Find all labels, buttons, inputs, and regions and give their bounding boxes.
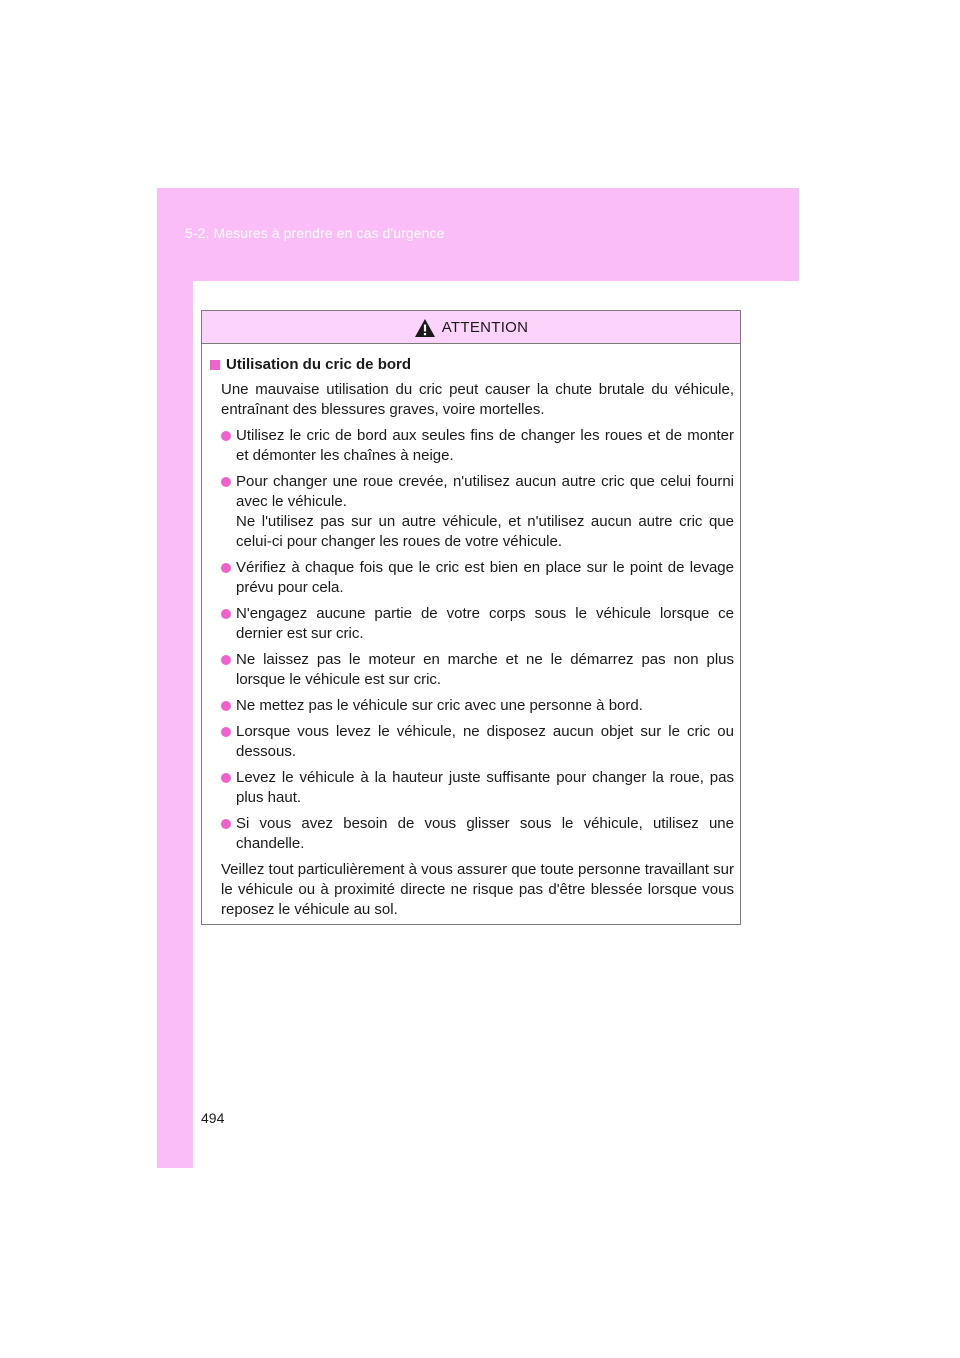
warning-outro: Veillez tout particulièrement à vous assurer que toute personne travaillant sur le véhicule ou à proximité directe ne risque pas d'être blessée lorsque vous reposez le véhicule au sol. bbox=[221, 861, 734, 918]
list-item bbox=[210, 814, 734, 854]
list-item-text: Vérifiez à chaque fois que le cric est bien en place sur le point de levage prévu pour cela. bbox=[236, 559, 734, 596]
list-item-text: Ne laissez pas le moteur en marche et ne le démarrez pas non plus lorsque le véhicule est sur cric. bbox=[236, 651, 734, 688]
list-item-text: N'engagez aucune partie de votre corps sous le véhicule lorsque ce dernier est sur cric. bbox=[236, 605, 734, 642]
list-item bbox=[210, 696, 734, 716]
warning-subtitle bbox=[210, 355, 734, 375]
warning-header bbox=[202, 311, 740, 344]
list-item bbox=[210, 426, 734, 466]
list-item-text: Ne mettez pas le véhicule sur cric avec une personne à bord. bbox=[236, 697, 643, 714]
bullet-dot-icon bbox=[221, 477, 231, 487]
warning-content bbox=[202, 344, 740, 920]
bullet-dot-icon bbox=[221, 431, 231, 441]
bullet-dot-icon bbox=[221, 701, 231, 711]
list-item bbox=[210, 558, 734, 598]
square-bullet-icon bbox=[210, 360, 220, 370]
bullet-dot-icon bbox=[221, 773, 231, 783]
list-item bbox=[210, 722, 734, 762]
warning-intro: Une mauvaise utilisation du cric peut causer la chute brutale du véhicule, entraînant des blessures graves, voire mortelles. bbox=[221, 381, 734, 418]
side-strip bbox=[157, 188, 193, 1168]
bullet-dot-icon bbox=[221, 563, 231, 573]
page-number: 494 bbox=[201, 1110, 225, 1126]
warning-label: ATTENTION bbox=[441, 318, 529, 336]
bullet-dot-icon bbox=[221, 819, 231, 829]
bullet-dot-icon bbox=[221, 609, 231, 619]
list-item bbox=[210, 604, 734, 644]
warning-subtitle-text: Utilisation du cric de bord bbox=[226, 356, 412, 373]
list-item-text: Si vous avez besoin de vous glisser sous le véhicule, utilisez une chandelle. bbox=[236, 815, 734, 852]
list-item-text: Pour changer une roue crevée, n'utilisez aucun autre cric que celui fourni avec le véhicule. bbox=[236, 473, 734, 510]
list-item-text: Utilisez le cric de bord aux seules fins de changer les roues et de monter et démonter les chaînes à neige. bbox=[236, 427, 734, 464]
warning-box bbox=[201, 310, 741, 925]
list-item-text: Lorsque vous levez le véhicule, ne disposez aucun objet sur le cric ou dessous. bbox=[236, 723, 734, 760]
list-item-extra-text: Ne l'utilisez pas sur un autre véhicule, et n'utilisez aucun autre cric que celui-ci pour changer les roues de votre véhicule. bbox=[236, 513, 734, 550]
list-item bbox=[210, 472, 734, 552]
section-title: 5-2. Mesures à prendre en cas d'urgence bbox=[185, 225, 445, 241]
warning-triangle-icon bbox=[414, 318, 436, 338]
bullet-dot-icon bbox=[221, 727, 231, 737]
list-item-text: Levez le véhicule à la hauteur juste suffisante pour changer la roue, pas plus haut. bbox=[236, 769, 734, 806]
list-item bbox=[210, 650, 734, 690]
bullet-dot-icon bbox=[221, 655, 231, 665]
list-item bbox=[210, 768, 734, 808]
